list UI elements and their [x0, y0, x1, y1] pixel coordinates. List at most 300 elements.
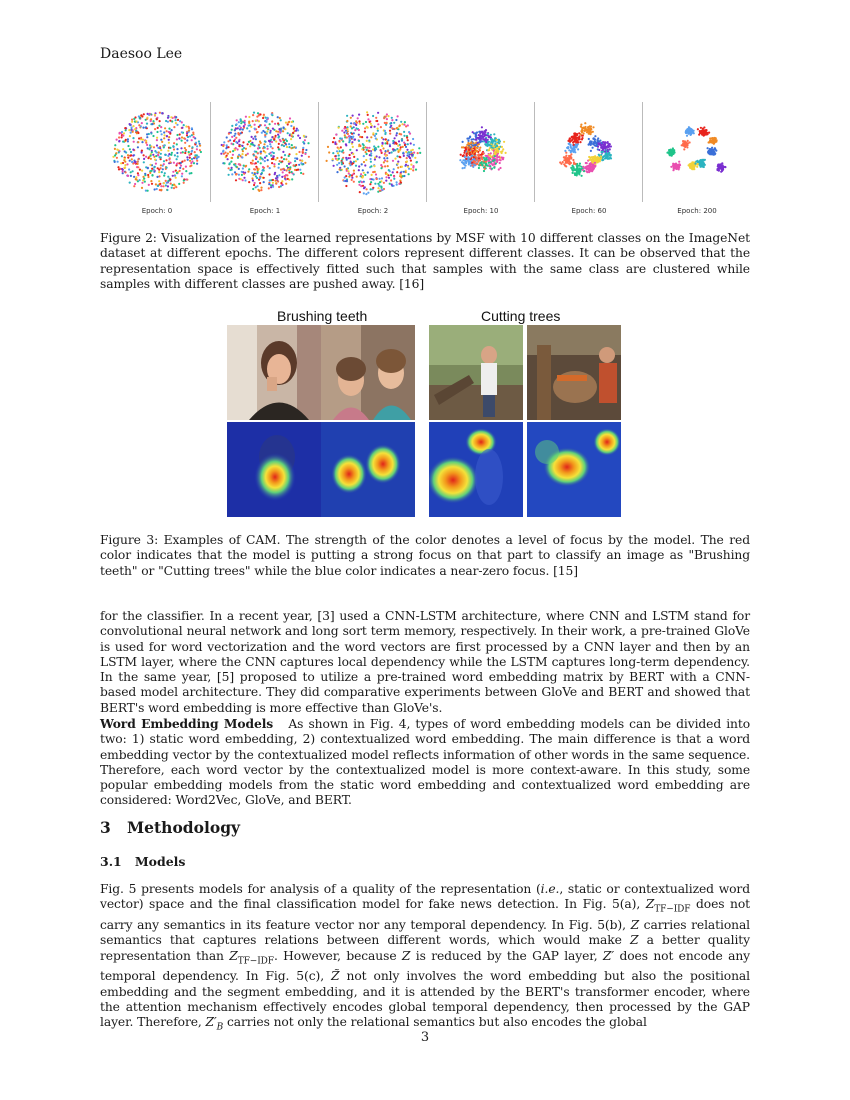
- section-title: Methodology: [127, 818, 241, 837]
- scatter-point: [377, 130, 379, 132]
- scatter-point: [388, 169, 390, 171]
- scatter-point: [464, 167, 466, 169]
- photo-cutting-trees-2: [527, 325, 621, 420]
- scatter-point: [179, 167, 181, 169]
- scatter-point: [118, 140, 120, 142]
- scatter-point: [124, 161, 126, 163]
- scatter-point: [146, 123, 148, 125]
- scatter-point: [146, 133, 148, 135]
- scatter-point: [155, 183, 157, 185]
- tsne-scatter: [536, 102, 642, 202]
- scatter-point: [358, 165, 360, 167]
- scatter-point: [474, 161, 476, 163]
- scatter-point: [277, 122, 279, 124]
- scatter-point: [401, 123, 403, 125]
- scatter-point: [159, 147, 161, 149]
- scatter-point: [367, 127, 369, 129]
- scatter-point: [302, 141, 304, 143]
- scatter-point: [407, 143, 409, 145]
- scatter-point: [257, 147, 259, 149]
- scatter-point: [399, 156, 401, 158]
- scatter-point: [254, 136, 256, 138]
- scatter-point: [564, 157, 566, 159]
- scatter-point: [473, 147, 475, 149]
- scatter-point: [353, 181, 355, 183]
- scatter-point: [375, 148, 377, 150]
- scatter-point: [349, 164, 351, 166]
- scatter-point: [464, 165, 466, 167]
- scatter-point: [146, 144, 148, 146]
- scatter-point: [222, 151, 224, 153]
- scatter-point: [145, 142, 147, 144]
- text-run: does not carry any semantics in its feature vector nor any temporal dependency. In Fig. 5(b),: [100, 897, 751, 933]
- scatter-point: [571, 148, 573, 150]
- scatter-point: [714, 141, 716, 143]
- scatter-point: [170, 183, 172, 185]
- scatter-point: [270, 155, 272, 157]
- scatter-point: [261, 132, 263, 134]
- scatter-point: [175, 186, 177, 188]
- scatter-point: [569, 141, 571, 143]
- scatter-point: [339, 137, 341, 139]
- scatter-point: [167, 185, 169, 187]
- scatter-point: [374, 135, 376, 137]
- scatter-point: [191, 146, 193, 148]
- scatter-point: [273, 163, 275, 165]
- scatter-point: [272, 179, 274, 181]
- text-run: a better quality representation than: [100, 933, 750, 963]
- scatter-point: [223, 153, 225, 155]
- scatter-point: [559, 161, 561, 163]
- scatter-point: [288, 171, 290, 173]
- scatter-point: [137, 174, 139, 176]
- scatter-point: [501, 150, 503, 152]
- text-run: carries not only the relational semantics but also encodes the global: [223, 1015, 647, 1030]
- scatter-point: [475, 132, 477, 134]
- scatter-point: [160, 153, 162, 155]
- scatter-point: [150, 155, 152, 157]
- scatter-point: [287, 132, 289, 134]
- scatter-point: [496, 143, 498, 145]
- scatter-point: [481, 140, 483, 142]
- scatter-point: [255, 166, 257, 168]
- math-symbol: Z: [645, 897, 655, 912]
- scatter-point: [476, 150, 478, 152]
- scatter-point: [285, 122, 287, 124]
- scatter-point: [675, 165, 677, 167]
- scatter-point: [496, 154, 498, 156]
- scatter-point: [353, 170, 355, 172]
- scatter-point: [356, 149, 358, 151]
- scatter-point: [462, 141, 464, 143]
- scatter-point: [175, 122, 177, 124]
- scatter-point: [156, 139, 158, 141]
- scatter-point: [134, 183, 136, 185]
- scatter-point: [161, 141, 163, 143]
- scatter-point: [163, 175, 165, 177]
- scatter-point: [374, 157, 376, 159]
- scatter-point: [376, 120, 378, 122]
- scatter-point: [397, 167, 399, 169]
- scatter-point: [327, 146, 329, 148]
- scatter-point: [138, 124, 140, 126]
- scatter-point: [570, 153, 572, 155]
- scatter-point: [347, 133, 349, 135]
- scatter-point: [717, 169, 719, 171]
- scatter-point: [393, 178, 395, 180]
- scatter-point: [574, 139, 576, 141]
- scatter-point: [708, 132, 710, 134]
- scatter-point: [141, 151, 143, 153]
- scatter-point: [269, 141, 271, 143]
- scatter-point: [367, 192, 369, 194]
- scatter-point: [338, 148, 340, 150]
- scatter-point: [239, 128, 241, 130]
- figure-2: [100, 100, 750, 220]
- tsne-scatter: [428, 102, 534, 202]
- scatter-point: [242, 141, 244, 143]
- scatter-point: [336, 164, 338, 166]
- text-run-italic: i.e.: [540, 882, 560, 896]
- scatter-point: [175, 177, 177, 179]
- scatter-point: [176, 172, 178, 174]
- scatter-point: [594, 158, 596, 160]
- scatter-point: [580, 126, 582, 128]
- scatter-point: [341, 163, 343, 165]
- scatter-point: [256, 177, 258, 179]
- scatter-point: [256, 185, 258, 187]
- scatter-point: [269, 123, 271, 125]
- scatter-point: [159, 183, 161, 185]
- panel-divider: [210, 102, 211, 202]
- scatter-point: [589, 130, 591, 132]
- scatter-point: [401, 166, 403, 168]
- scatter-point: [358, 144, 360, 146]
- scatter-point: [576, 133, 578, 135]
- scatter-point: [691, 129, 693, 131]
- scatter-point: [468, 137, 470, 139]
- scatter-point: [141, 122, 143, 124]
- figure-3: [225, 305, 630, 525]
- scatter-point: [358, 134, 360, 136]
- scatter-point: [241, 171, 243, 173]
- scatter-point: [175, 170, 177, 172]
- scatter-point: [366, 136, 368, 138]
- scatter-point: [251, 172, 253, 174]
- scatter-point: [281, 176, 283, 178]
- scatter-point: [505, 152, 507, 154]
- scatter-point: [137, 141, 139, 143]
- scatter-point: [270, 184, 272, 186]
- scatter-point: [155, 151, 157, 153]
- scatter-point: [670, 166, 672, 168]
- scatter-point: [271, 141, 273, 143]
- scatter-point: [478, 159, 480, 161]
- tsne-panel-epoch-200: [644, 100, 750, 220]
- scatter-point: [724, 166, 726, 168]
- scatter-point: [576, 168, 578, 170]
- scatter-point: [473, 142, 475, 144]
- scatter-point: [393, 149, 395, 151]
- scatter-point: [702, 128, 704, 130]
- scatter-point: [252, 179, 254, 181]
- scatter-point: [686, 135, 688, 137]
- scatter-point: [339, 150, 341, 152]
- scatter-point: [228, 174, 230, 176]
- scatter-point: [150, 145, 152, 147]
- scatter-point: [579, 170, 581, 172]
- scatter-point: [605, 154, 607, 156]
- scatter-point: [163, 163, 165, 165]
- scatter-point: [340, 146, 342, 148]
- scatter-point: [338, 140, 340, 142]
- scatter-point: [157, 185, 159, 187]
- scatter-point: [184, 152, 186, 154]
- scatter-point: [247, 143, 249, 145]
- scatter-point: [257, 131, 259, 133]
- scatter-point: [481, 126, 483, 128]
- scatter-point: [388, 152, 390, 154]
- scatter-point: [343, 180, 345, 182]
- scatter-point: [389, 133, 391, 135]
- scatter-point: [386, 113, 388, 115]
- scatter-point: [154, 188, 156, 190]
- scatter-point: [349, 154, 351, 156]
- scatter-point: [350, 117, 352, 119]
- scatter-point: [391, 117, 393, 119]
- scatter-point: [176, 148, 178, 150]
- scatter-point: [232, 150, 234, 152]
- scatter-point: [370, 123, 372, 125]
- scatter-point: [502, 148, 504, 150]
- scatter-point: [228, 133, 230, 135]
- scatter-point: [191, 151, 193, 153]
- scatter-point: [363, 161, 365, 163]
- scatter-point: [358, 140, 360, 142]
- scatter-point: [470, 155, 472, 157]
- scatter-point: [146, 136, 148, 138]
- scatter-point: [358, 114, 360, 116]
- scatter-point: [358, 120, 360, 122]
- scatter-point: [235, 166, 237, 168]
- scatter-point: [594, 139, 596, 141]
- scatter-point: [396, 127, 398, 129]
- scatter-point: [502, 158, 504, 160]
- scatter-point: [582, 135, 584, 137]
- scatter-point: [419, 152, 421, 154]
- scatter-point: [699, 160, 701, 162]
- scatter-point: [262, 158, 264, 160]
- scatter-point: [607, 156, 609, 158]
- scatter-point: [278, 143, 280, 145]
- scatter-point: [412, 138, 414, 140]
- scatter-point: [253, 154, 255, 156]
- scatter-point: [466, 155, 468, 157]
- scatter-point: [384, 130, 386, 132]
- scatter-point: [169, 161, 171, 163]
- scatter-point: [144, 173, 146, 175]
- scatter-point: [155, 163, 157, 165]
- scatter-point: [607, 141, 609, 143]
- scatter-point: [131, 158, 133, 160]
- scatter-point: [179, 120, 181, 122]
- cam-heatmap-cutting-trees-2: [527, 422, 621, 517]
- scatter-point: [304, 139, 306, 141]
- scatter-point: [166, 130, 168, 132]
- scatter-point: [302, 151, 304, 153]
- scatter-point: [290, 138, 292, 140]
- scatter-point: [695, 160, 697, 162]
- scatter-point: [124, 164, 126, 166]
- scatter-point: [241, 156, 243, 158]
- scatter-point: [233, 163, 235, 165]
- scatter-point: [700, 127, 702, 129]
- scatter-point: [568, 143, 570, 145]
- scatter-point: [269, 179, 271, 181]
- scatter-point: [260, 189, 262, 191]
- scatter-point: [485, 144, 487, 146]
- scatter-point: [153, 156, 155, 158]
- scatter-point: [230, 132, 232, 134]
- scatter-point: [682, 140, 684, 142]
- scatter-point: [189, 165, 191, 167]
- scatter-point: [707, 150, 709, 152]
- scatter-point: [480, 137, 482, 139]
- scatter-point: [288, 163, 290, 165]
- photo-brushing-teeth-1: [227, 325, 321, 420]
- scatter-point: [414, 157, 416, 159]
- scatter-point: [187, 159, 189, 161]
- scatter-point: [413, 144, 415, 146]
- scatter-point: [289, 166, 291, 168]
- scatter-point: [487, 141, 489, 143]
- scatter-point: [572, 166, 574, 168]
- scatter-point: [473, 158, 475, 160]
- scatter-point: [600, 151, 602, 153]
- cam-heatmap-brushing-teeth-1: [227, 422, 321, 517]
- scatter-point: [478, 167, 480, 169]
- scatter-point: [175, 119, 177, 121]
- scatter-point: [573, 150, 575, 152]
- scatter-point: [367, 171, 369, 173]
- scatter-point: [130, 175, 132, 177]
- scatter-point: [122, 148, 124, 150]
- scatter-point: [187, 136, 189, 138]
- scatter-point: [594, 142, 596, 144]
- scatter-point: [382, 147, 384, 149]
- scatter-point: [273, 155, 275, 157]
- scatter-point: [353, 132, 355, 134]
- scatter-point: [133, 185, 135, 187]
- scatter-point: [173, 126, 175, 128]
- scatter-point: [277, 136, 279, 138]
- scatter-point: [375, 137, 377, 139]
- scatter-point: [161, 171, 163, 173]
- scatter-point: [139, 179, 141, 181]
- epoch-label: Epoch: 10: [463, 207, 499, 215]
- scatter-point: [131, 119, 133, 121]
- scatter-point: [254, 168, 256, 170]
- scatter-point: [489, 158, 491, 160]
- scatter-point: [275, 159, 277, 161]
- scatter-point: [178, 137, 180, 139]
- scatter-point: [299, 137, 301, 139]
- scatter-point: [342, 140, 344, 142]
- scatter-point: [705, 129, 707, 131]
- scatter-point: [589, 128, 591, 130]
- scatter-point: [498, 142, 500, 144]
- scatter-point: [274, 173, 276, 175]
- scatter-point: [400, 121, 402, 123]
- scatter-point: [490, 156, 492, 158]
- scatter-point: [136, 120, 138, 122]
- scatter-point: [572, 159, 574, 161]
- scatter-point: [176, 158, 178, 160]
- scatter-point: [243, 165, 245, 167]
- scatter-point: [301, 155, 303, 157]
- scatter-point: [188, 129, 190, 131]
- scatter-point: [704, 159, 706, 161]
- scatter-point: [116, 139, 118, 141]
- scatter-point: [272, 186, 274, 188]
- scatter-point: [393, 168, 395, 170]
- scatter-point: [271, 113, 273, 115]
- scatter-point: [277, 180, 279, 182]
- scatter-point: [351, 179, 353, 181]
- scatter-point: [283, 158, 285, 160]
- scatter-point: [374, 158, 376, 160]
- scatter-point: [357, 117, 359, 119]
- scatter-point: [260, 162, 262, 164]
- scatter-point: [145, 126, 147, 128]
- scatter-point: [689, 128, 691, 130]
- scatter-point: [334, 155, 336, 157]
- scatter-point: [487, 155, 489, 157]
- scatter-point: [599, 140, 601, 142]
- scatter-point: [341, 151, 343, 153]
- scatter-point: [328, 151, 330, 153]
- scatter-point: [156, 144, 158, 146]
- scatter-point: [176, 163, 178, 165]
- scatter-point: [282, 130, 284, 132]
- scatter-point: [282, 171, 284, 173]
- scatter-point: [172, 175, 174, 177]
- scatter-point: [720, 165, 722, 167]
- scatter-point: [392, 160, 394, 162]
- scatter-point: [245, 154, 247, 156]
- scatter-point: [269, 143, 271, 145]
- text-run: . However, because: [273, 948, 402, 963]
- subsection-title: Models: [134, 854, 186, 869]
- scatter-point: [407, 124, 409, 126]
- scatter-point: [116, 157, 118, 159]
- scatter-point: [133, 118, 135, 120]
- scatter-point: [467, 158, 469, 160]
- scatter-point: [164, 154, 166, 156]
- scatter-point: [415, 161, 417, 163]
- scatter-point: [151, 123, 153, 125]
- scatter-point: [390, 125, 392, 127]
- scatter-point: [503, 141, 505, 143]
- scatter-point: [181, 127, 183, 129]
- scatter-point: [365, 151, 367, 153]
- scatter-point: [291, 171, 293, 173]
- scatter-point: [565, 155, 567, 157]
- scatter-point: [362, 176, 364, 178]
- scatter-point: [184, 147, 186, 149]
- scatter-point: [237, 127, 239, 129]
- scatter-point: [172, 171, 174, 173]
